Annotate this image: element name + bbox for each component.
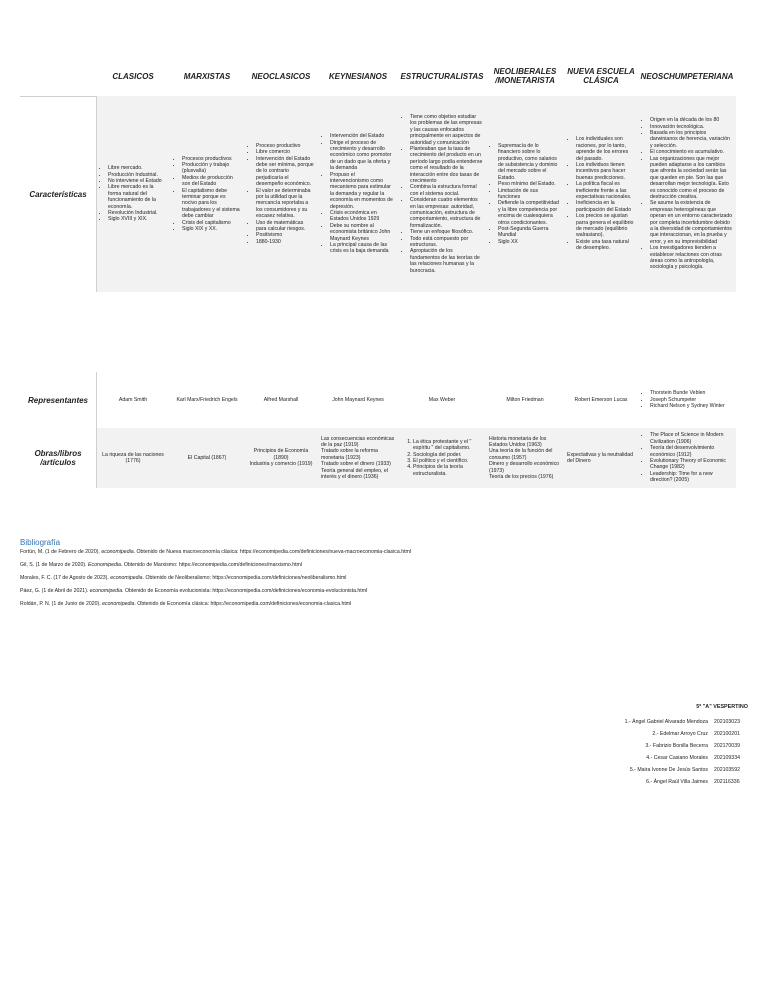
text-line: Tratado sobre la reforma monetaria (1923) [321,448,378,461]
text-line: Una teoría de la función del consumo (1957) [489,448,553,461]
list-item: • Peso mínimo del Estado. [498,181,561,187]
list-item: • La política fiscal es ineficiente frente a las expectativas racionales. [576,181,635,200]
bullet-list [321,133,395,255]
cell-caracteristicas-keynesianos [318,96,398,292]
cell-obras-keynesianos [318,428,398,488]
bullet-list [641,432,733,483]
list-item: • Evolutionary Theory of Economic Change (1982) [650,458,733,471]
list-item: • La principal causa de las crisis es la baja demanda [330,242,395,255]
list-item: • Innovación tecnológica. [650,124,733,130]
bullet-list [99,165,167,223]
list-item: • Crisis económica en Estados Unidos 1929 [330,210,395,223]
row-caracteristicas [20,96,736,292]
cell-caracteristicas-neoliberales [486,96,564,292]
cell-rep-neoschumpeteriana [638,372,736,428]
list-item: • Richard Nelson y Sydney Winter [650,403,725,409]
text-line: Dinero y desarrollo económico (1973) [489,461,560,474]
cell-rep-keynesianos: John Maynard Keynes [318,372,398,428]
team-list [560,716,748,788]
list-item: • Uso de matemáticas para calcular riesgos. [256,220,315,233]
member-id: 202109334 [714,755,740,761]
text-line: Teoría de los precios (1976) [489,474,554,481]
list-item: • Siglo XVIII y XIX. [108,216,167,222]
cell-caracteristicas-nueva-escuela [564,96,638,292]
bullet-list [641,117,733,271]
list-item: • Basada en los principios darwinianos de herencia, variación y selección. [650,130,733,149]
member-id: 202170039 [714,743,740,749]
text-line: Principios de Economía (1890) [253,448,309,461]
cell-caracteristicas-estructuralistas [398,96,486,292]
bibliografia-list [20,549,740,614]
list-item: • Existe una tasa natural de desempleo. [576,239,635,252]
list-item: • Producción Industrial. [108,172,167,178]
bullet-list [641,390,725,409]
list-item: • Proceso productivo [256,143,315,149]
cell-obras-neoliberales [486,428,564,488]
bibliography-entry: Roldán, P. N. (1 de Junio de 2020). economipedia. Obtenido de Economía clásica: https://economipedia.com/definiciones/economia-clasica.html [20,601,352,607]
cell-caracteristicas-neoclasicos [244,96,318,292]
list-item: • Revolución Industrial. [108,210,167,216]
cell-rep-neoclasicos: Alfred Marshall [244,372,318,428]
bullet-list [567,136,635,251]
list-item: • Se asume la existencia de empresas heterogéneas que operan en un entorno caracterizado por completa incertidumbre debido a la diversidad de comportamientos que interaccionan, en la prueba y error, y en su imprevisibilidad [650,200,733,245]
list-item: • Consideran cuatro elementos en las empresas: autoridad, comunicación, estructura de comportamiento, estructura de formalización. [410,197,483,229]
header-marxistas: MARXISTAS [183,71,231,81]
row-label-obras: Obras/libros /artículos [34,449,82,467]
header-clasicos: CLASICOS [112,71,154,81]
text-line: Historia monetaria de los Estados Unidos (1963) [489,435,547,448]
team-member [560,776,748,788]
cell-caracteristicas-clasicos [96,96,170,292]
bibliografia-title: Bibliografía [20,538,61,547]
list-item: • Joseph Schumpeter [650,397,725,403]
list-item: • Apropiación de los fundamentos de las teorías de las relaciones humanas y la burocracia. [410,248,483,274]
header-keynesianos: KEYNESIANOS [328,71,388,81]
list-item: • Supremacía de lo financiero sobre lo productivo, como salarios de subsistencia y dominio del mercado sobre el Estado. [498,143,561,181]
column-divider [96,372,97,488]
list-item: • Planteaban que la tasa de crecimiento del producto en un período largo podía entenderse como el resultado de la interacción entre dos tasas de crecimiento [410,146,483,184]
row-representantes [20,372,736,428]
list-item: • Tiene un enfoque filosófico. [410,229,483,235]
list-item: • Los investigadores tienden a establecer relaciones con otras áreas como la antropología, sociología y psicología. [650,245,733,271]
row-label-caracteristicas: Características [29,189,87,199]
cell-rep-nueva-escuela: Robert Emerson Lucas [564,372,638,428]
list-item: • Procesos productivos [182,156,241,162]
list-item: • Dirige el proceso de crecimiento y desarrollo económico como promotor de un dado que la oferta y la demanda [330,140,395,172]
cell-rep-estructuralistas: Max Weber [398,372,486,428]
cell-caracteristicas-marxistas [170,96,244,292]
list-item: • Limitación de sus funciones [498,188,561,201]
list-item: • Propuso el intervencionismo como mecanismo para estimular la demanda y regular la economía en momentos de depresión. [330,172,395,210]
list-item: • Todo está compuesto por estructuras. [410,236,483,249]
list-item: 3. El político y el científico. [413,458,483,464]
bibliography-entry: Morales, F. C. (17 de Agosto de 2023). economipedia. Obtenido de Neoliberalismo: https://economipedia.com/definiciones/neoliberalismo.html [20,575,347,581]
bullet-list [173,156,241,233]
numbered-list [401,439,483,477]
member-id: 202100201 [714,731,740,737]
team-member [560,728,748,740]
member-id: 202103023 [714,719,740,725]
text-lines [489,436,561,481]
list-item: 2. Sociología del poder. [413,452,483,458]
cell-obras-neoclasicos [244,428,318,488]
list-item: • 1880-1930 [256,239,315,245]
list-item: • Thorstein Bunde Veblen [650,390,725,396]
list-item: • Intervención del Estado [330,133,395,139]
cell-rep-marxistas: Karl Marx/Friedrich Engels [170,372,244,428]
list-item: • Tiene como objetivo estudiar los problemas de las empresas y las causas enfocados principalmente en aspectos de autoridad y comunicación [410,114,483,146]
list-item: • El valor se determinaba por la utilidad que la mercancía reportaba a los consumidores y su escasez relativa. [256,188,315,220]
bullet-list [401,114,483,274]
list-item: • Post-Segunda Guerra Mundial [498,226,561,239]
member-id: 202116336 [714,779,740,785]
text-lines [247,448,315,467]
list-item: • Libre comercio [256,149,315,155]
bibliography-entry: Páez, G. (1 de Abril de 2021). economipedia. Obtenido de Economía evolucionista: https://economipedia.com/definiciones/economia-evolucionista.html [20,588,368,594]
text-lines [321,436,395,481]
list-item: • Leadership: Time for a new direction? (2005) [650,471,733,484]
group-title: 5º "A" VESPERTINO [696,704,748,710]
member-name: 1.- Ángel Gabriel Alvarado Mendoza [624,719,708,725]
list-item: • Defiende la competitividad y la libre competencia por encima de cualesquiera otros condicionantes. [498,200,561,226]
cell-obras-clasicos: La riqueza de las naciones (1776) [96,428,170,488]
team-member [560,740,748,752]
list-item: • Intervención del Estado debe ser mínima, porque de lo contrario perjudicaría el desempeño económico. [256,156,315,188]
member-name: 5.- Maira Ivonne De Jesús Santos [629,767,708,773]
bibliography-entry: Gil, S. (1 de Marzo de 2020). Economipedia. Obtenido de Marxismo: https://economipedia.com/definiciones/marxismo.html [20,562,303,568]
cell-rep-clasicos: Adam Smith [96,372,170,428]
header-neoclasicos: NEOCLASICOS [251,71,311,81]
bibliography-entry: Fortún, M. (1 de Febrero de 2020). economipedia. Obtenido de Nueva macroeconomía clásica: https://economipedia.com/definiciones/nueva-macroeconomia-clasica.html [20,549,412,555]
bullet-list [247,143,315,246]
member-name: 3.- Fabrizio Bonilla Becerra [645,743,708,749]
bullet-list [489,143,561,246]
header-neoliberales: NEOLIBERALES /MONETARISTA [493,67,557,85]
cell-obras-neoschumpeteriana [638,428,736,488]
header-neoschumpeteriana: NEOSCHUMPETERIANA [640,71,734,81]
list-item: • Medios de producción son del Estado [182,175,241,188]
list-item: • Ineficiencia en la participación del Estado [576,200,635,213]
team-member [560,752,748,764]
column-divider [96,96,97,292]
text-line: Industria y comercio (1919) [249,461,313,468]
list-item: • Libre mercado es la forma natural del funcionamiento de la economía. [108,184,167,210]
text-line: Tratado sobre el dinero (1933) [321,461,391,468]
row-obras [20,428,736,488]
row-label-representantes: Representantes [27,395,89,405]
text-line: Teoría general del empleo, el interés y el dinero (1936) [321,467,388,481]
member-name: 4.- Cesar Casiano Morales [646,755,708,761]
cell-rep-neoliberales: Milton Friedman [486,372,564,428]
list-item: • El conocimiento es acumulativo. [650,149,733,155]
list-item: • Libre mercado. [108,165,167,171]
list-item: • Siglo XIX y XX. [182,226,241,232]
list-item: 4. Principios de la teoría estructuralista. [413,464,483,477]
list-item: • Producción y trabajo (plusvalía) [182,162,241,175]
list-item: • Positivismo [256,232,315,238]
list-item: 1. La ética protestante y el " espíritu " del capitalismo. [413,439,483,452]
cell-obras-estructuralistas [398,428,486,488]
list-item: • Teoría del desenvolvimiento económico (1912) [650,445,733,458]
cell-caracteristicas-neoschumpeteriana [638,96,736,292]
text-line: Las consecuencias económicas de la paz (1919) [321,435,395,448]
list-item: • Crisis del capitalismo [182,220,241,226]
cell-obras-nueva-escuela: Expectativas y la neutralidad del Dinero [564,428,638,488]
list-item: • Los individuos tienen incentivos para hacer buenas predicciones. [576,162,635,181]
header-estructuralistas: ESTRUCTURALISTAS [400,71,484,81]
header-nueva-escuela: NUEVA ESCUELA CLÁSICA [567,67,635,85]
member-name: 6.- Ángel Raúl Villa Jaimes [646,779,708,785]
list-item: • The Place of Science in Modern Civilization (1906) [650,432,733,445]
team-member [560,716,748,728]
member-name: 2.- Edelmar Arroyo Cruz [652,731,708,737]
cell-obras-marxistas: El Capital (1867) [170,428,244,488]
list-item: • Los precios se ajustan parra genera el equilibrio de mercado (equilibrio walrasiano). [576,213,635,239]
table-header-row [20,56,736,97]
list-item: • Combina la estructura formal con el sistema social. [410,184,483,197]
list-item: • Las organizaciones que mejor pueden adaptarse a los cambios que afronta la sociedad serán las que queden en pie. Son las que desarrollan mejor tecnología. Esto es conocido como el proceso de destrucción creativa. [650,156,733,201]
member-id: 202103592 [714,767,740,773]
list-item: • Debe su nombre al economista británico John Maynard Keynes [330,223,395,242]
list-item: • Origen en la década de los 80 [650,117,733,123]
list-item: • El capitalismo debe terminar porque es nocivo para los trabajadores y el sistema debe cambiar [182,188,241,220]
list-item: • Siglo XX [498,239,561,245]
list-item: • No interviene el Estado [108,178,167,184]
list-item: • Los individuales son raciones, por lo tanto, aprende de los errores del pasado. [576,136,635,162]
team-member [560,764,748,776]
